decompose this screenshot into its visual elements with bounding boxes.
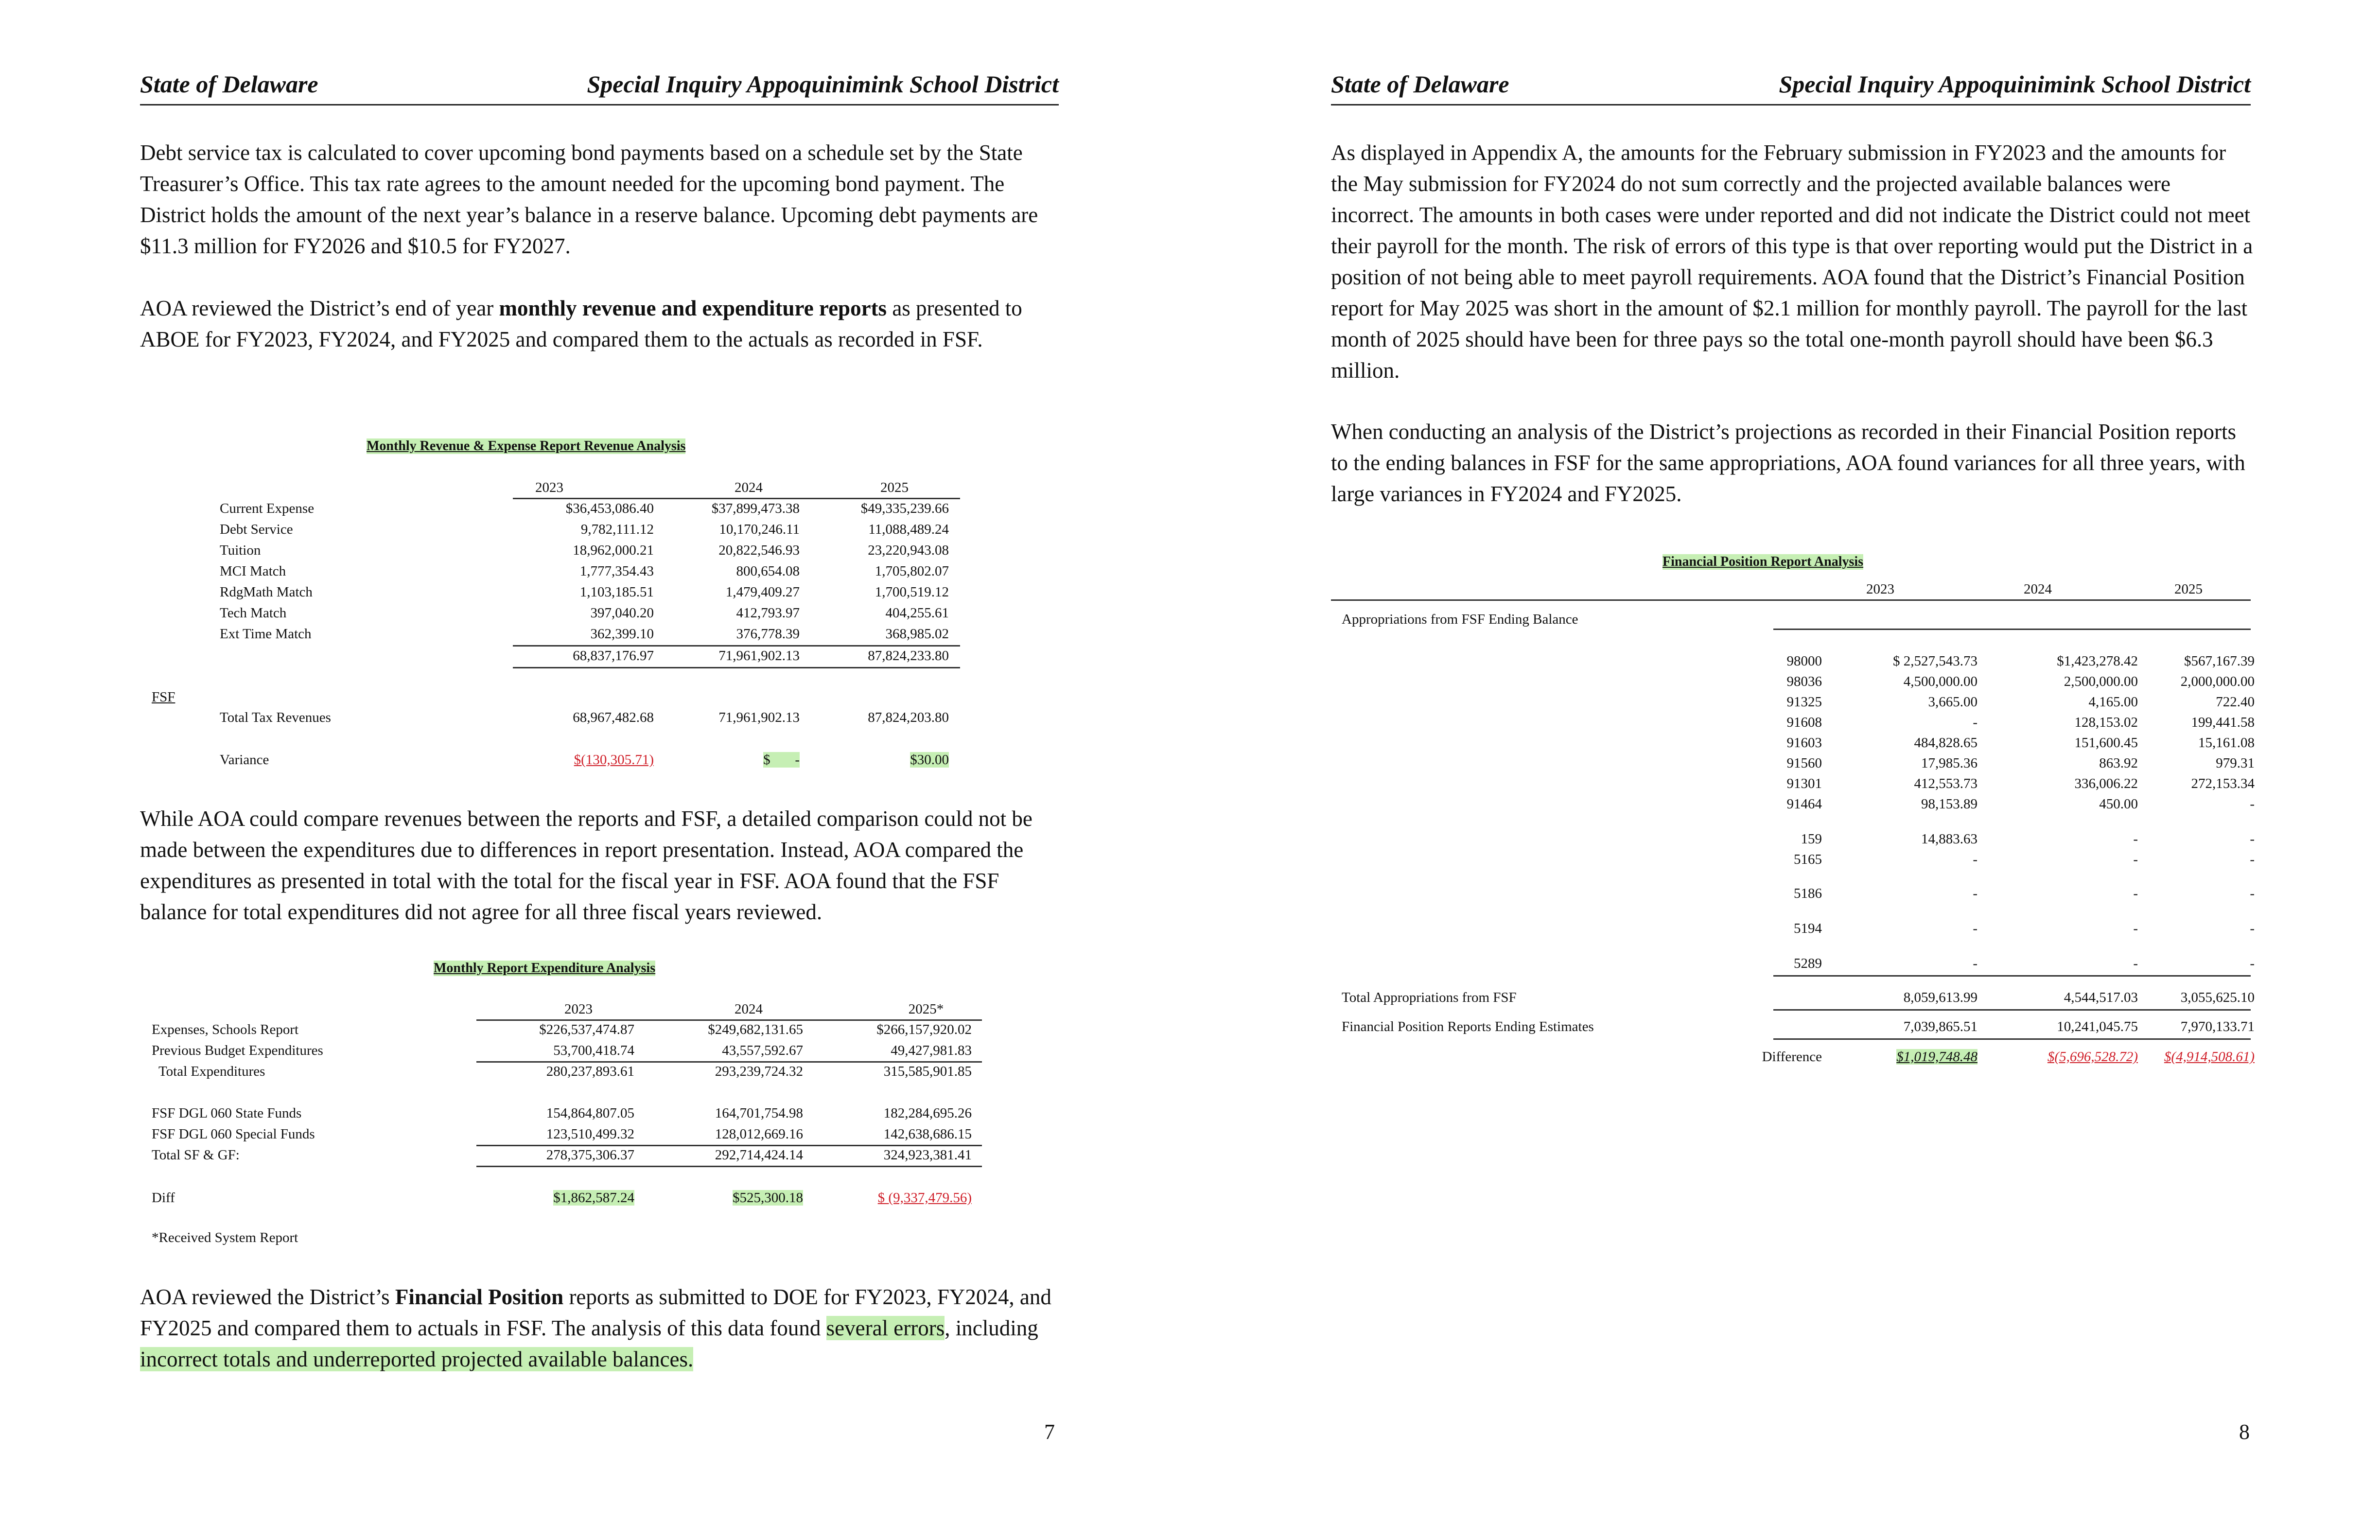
page-header — [140, 68, 1059, 105]
cell: $49,335,239.66 — [860, 501, 949, 516]
diff-value: $525,300.18 — [733, 1190, 803, 1206]
cell: 376,778.39 — [736, 626, 800, 642]
text-run: , including — [945, 1316, 1038, 1340]
page-number: 8 — [2239, 1420, 2250, 1444]
row-label: Tuition — [220, 542, 261, 558]
bold-run: Financial Position — [395, 1285, 564, 1309]
page-header — [1331, 68, 2251, 105]
row-code: 159 — [1801, 831, 1822, 847]
row-label: MCI Match — [220, 563, 286, 579]
paragraph-appendix: As displayed in Appendix A, the amounts for the February submission in FY2023 and the amounts for the May submission for FY2024 do not sum correctly and the projected available balances were incorrect. The amounts in both cases were under reported and did not indicate the District could not meet their payroll for the month. The risk of errors of this type is that over reporting would put the District in a position of not being able to meet payroll requirements. AOA found that the District’s Financial Position report for May 2025 was short in the amount of $2.1 million for monthly payroll. The payroll for the last month of 2025 should have been for three pays so the total one-month payroll should have been $6.3 million. — [1331, 140, 2253, 383]
cell: 2,500,000.00 — [2064, 674, 2138, 689]
cell: 71,961,902.13 — [718, 710, 800, 725]
cell: 14,883.63 — [1921, 831, 1978, 847]
cell: - — [1973, 852, 1978, 867]
cell: 142,638,686.15 — [883, 1126, 972, 1142]
text-run: AOA reviewed the District’s end of year — [140, 296, 499, 320]
difference-value: $(5,696,528.72) — [2047, 1049, 2138, 1065]
column-header: 2023 — [564, 1001, 593, 1017]
cell: 23,220,943.08 — [868, 542, 949, 558]
paragraph-expenditure-comparison: While AOA could compare revenues between the reports and FSF, a detailed comparison could not be made between the expenditures due to differences in report presentation. Instead, AOA compared the expenditures as presented in total with the total for the fiscal year in FSF. AOA found that the FSF balance for total expenditures did not agree for all three fiscal years reviewed. — [140, 806, 1032, 924]
cell: 292,714,424.14 — [715, 1147, 803, 1163]
paragraph-monthly-reports — [140, 293, 1064, 355]
cell: 87,824,233.80 — [868, 648, 949, 664]
row-label: Debt Service — [220, 522, 293, 537]
row-label: Total Expenditures — [152, 1064, 265, 1079]
diff-value: $1,862,587.24 — [553, 1190, 634, 1206]
cell — [2114, 1049, 2255, 1065]
position-table-title: Financial Position Report Analysis — [1662, 554, 1864, 569]
row-code: 5194 — [1794, 921, 1822, 936]
column-header: 2024 — [735, 1001, 763, 1017]
cell: 154,864,807.05 — [546, 1105, 634, 1121]
cell: 1,103,185.51 — [579, 584, 654, 600]
section-label: Appropriations from FSF Ending Balance — [1342, 612, 1578, 627]
cell: 412,553.73 — [1914, 776, 1978, 791]
cell: 484,828.65 — [1914, 735, 1978, 751]
cell: - — [2250, 796, 2255, 812]
row-label: FSF DGL 060 State Funds — [152, 1105, 302, 1121]
divider — [476, 1019, 982, 1021]
row-code: 5186 — [1794, 886, 1822, 901]
cell: $1,423,278.42 — [2057, 653, 2138, 669]
footnote: *Received System Report — [152, 1230, 298, 1245]
cell — [654, 752, 800, 768]
text-run: AOA reviewed the District’s — [140, 1285, 395, 1309]
cell: 9,782,111.12 — [580, 522, 654, 537]
cell: 3,665.00 — [1928, 694, 1978, 710]
cell: $567,167.39 — [2184, 653, 2255, 669]
row-label: Previous Budget Expenditures — [152, 1043, 323, 1058]
divider — [513, 498, 960, 499]
cell: 182,284,695.26 — [883, 1105, 972, 1121]
row-label: Variance — [220, 752, 269, 768]
cell: 18,962,000.21 — [573, 542, 654, 558]
row-code: 91464 — [1786, 796, 1822, 812]
row-label: Difference — [1762, 1049, 1822, 1065]
cell: 43,557,592.67 — [722, 1043, 803, 1058]
cell: 7,039,865.51 — [1903, 1019, 1978, 1034]
row-code: 98036 — [1786, 674, 1822, 689]
row-label: Tech Match — [220, 605, 287, 621]
cell: 362,399.10 — [590, 626, 654, 642]
row-code: 91603 — [1786, 735, 1822, 751]
cell — [803, 752, 949, 768]
cell: 293,239,724.32 — [715, 1064, 803, 1079]
text-run: reports as submitted to DOE for FY2023, FY2024, and FY2025 and compared them to actuals in FSF. The analysis of this data found — [140, 1285, 1051, 1340]
header-left: State of Delaware — [140, 70, 318, 98]
text-run: as presented to ABOE for FY2023, FY2024, and FY2025 and compared them to the actuals as recorded in FSF. — [140, 296, 1022, 351]
variance-value: $(130,305.71) — [574, 752, 654, 768]
cell: 20,822,546.93 — [718, 542, 800, 558]
cell: 10,170,246.11 — [719, 522, 800, 537]
cell: 1,700,519.12 — [875, 584, 949, 600]
cell: 404,255.61 — [885, 605, 949, 621]
divider — [1773, 629, 2251, 630]
header-left: State of Delaware — [1331, 70, 1509, 98]
cell: $226,537,474.87 — [539, 1022, 634, 1037]
cell: $266,157,920.02 — [876, 1022, 972, 1037]
cell — [823, 1190, 972, 1206]
difference-value: $1,019,748.48 — [1896, 1049, 1978, 1065]
cell: - — [1973, 921, 1978, 936]
cell: - — [2250, 831, 2255, 847]
cell: - — [1973, 956, 1978, 971]
highlight-run: incorrect totals and underreported projected available balances. — [140, 1347, 694, 1371]
fsf-label: FSF — [152, 689, 175, 705]
cell: 7,970,133.71 — [2180, 1019, 2255, 1034]
row-label: Ext Time Match — [220, 626, 312, 642]
cell: 450.00 — [2099, 796, 2138, 812]
row-code: 91608 — [1786, 715, 1822, 730]
cell: 128,012,669.16 — [715, 1126, 803, 1142]
cell: - — [1973, 715, 1978, 730]
cell: - — [2250, 886, 2255, 901]
column-header: 2025 — [880, 480, 909, 495]
row-code: 5165 — [1794, 852, 1822, 867]
divider — [476, 1166, 982, 1167]
cell: $ 2,527,543.73 — [1893, 653, 1978, 669]
difference-value: $(4,914,508.61) — [2164, 1049, 2255, 1065]
divider — [1773, 1038, 2251, 1040]
cell: 4,500,000.00 — [1903, 674, 1978, 689]
divider — [1773, 1009, 2251, 1011]
cell: 863.92 — [2099, 755, 2138, 771]
cell: 68,837,176.97 — [573, 648, 654, 664]
cell: 1,777,354.43 — [579, 563, 654, 579]
variance-value: $ - — [763, 752, 800, 768]
column-header: 2023 — [535, 480, 563, 495]
page-8 — [1190, 0, 2380, 1540]
cell: - — [2250, 852, 2255, 867]
cell: $36,453,086.40 — [565, 501, 654, 516]
cell: - — [1973, 886, 1978, 901]
cell: 722.40 — [2216, 694, 2255, 710]
cell: - — [2250, 956, 2255, 971]
divider — [476, 1145, 982, 1146]
cell: 68,967,482.68 — [573, 710, 654, 725]
cell: 15,161.08 — [2198, 735, 2255, 751]
cell: 8,059,613.99 — [1903, 990, 1978, 1005]
cell: 979.31 — [2216, 755, 2255, 771]
cell — [1837, 1049, 1978, 1065]
row-label: Total SF & GF: — [152, 1147, 240, 1163]
cell: $249,682,131.65 — [708, 1022, 803, 1037]
column-header: 2024 — [2024, 581, 2052, 597]
cell: - — [2133, 886, 2138, 901]
cell: 49,427,981.83 — [891, 1043, 972, 1058]
row-label: Expenses, Schools Report — [152, 1022, 299, 1037]
cell: 98,153.89 — [1921, 796, 1978, 812]
cell: 324,923,381.41 — [883, 1147, 972, 1163]
cell: - — [2250, 921, 2255, 936]
column-header: 2023 — [1866, 581, 1894, 597]
cell: 397,040.20 — [590, 605, 654, 621]
cell: 123,510,499.32 — [546, 1126, 634, 1142]
paragraph-projections: When conducting an analysis of the District’s projections as recorded in their Financial Position reports to the ending balances in FSF for the same appropriations, AOA found variances for all three years, with large variances in FY2024 and FY2025. — [1331, 420, 2245, 506]
column-header: 2025* — [908, 1001, 944, 1017]
row-label: Total Tax Revenues — [220, 710, 331, 725]
expenditure-table-title: Monthly Report Expenditure Analysis — [434, 961, 656, 976]
cell: - — [2133, 921, 2138, 936]
cell: 17,985.36 — [1921, 755, 1978, 771]
cell — [486, 1190, 634, 1206]
cell: 199,441.58 — [2191, 715, 2255, 730]
cell: 272,153.34 — [2191, 776, 2255, 791]
row-label: Total Appropriations from FSF — [1342, 990, 1517, 1005]
cell: 280,237,893.61 — [546, 1064, 634, 1079]
cell: 1,479,409.27 — [725, 584, 800, 600]
divider — [513, 667, 960, 668]
row-label: Financial Position Reports Ending Estimates — [1342, 1019, 1594, 1034]
cell: 315,585,901.85 — [883, 1064, 972, 1079]
cell: 336,006.22 — [2074, 776, 2138, 791]
cell: 278,375,306.37 — [546, 1147, 634, 1163]
cell: 3,055,625.10 — [2180, 990, 2255, 1005]
cell: - — [2133, 956, 2138, 971]
column-header: 2024 — [735, 480, 763, 495]
cell: 4,544,517.03 — [2064, 990, 2138, 1005]
cell: - — [2133, 852, 2138, 867]
row-code: 98000 — [1786, 653, 1822, 669]
header-right: Special Inquiry Appoquinimink School District — [1779, 70, 2251, 98]
diff-value: $ (9,337,479.56) — [877, 1190, 972, 1206]
row-label: FSF DGL 060 Special Funds — [152, 1126, 315, 1142]
cell — [508, 752, 654, 768]
cell: - — [2133, 831, 2138, 847]
cell: 53,700,418.74 — [553, 1043, 634, 1058]
cell: 2,000,000.00 — [2180, 674, 2255, 689]
cell: 11,088,489.24 — [868, 522, 949, 537]
row-code: 5289 — [1794, 956, 1822, 971]
row-label: Diff — [152, 1190, 175, 1206]
cell: 800,654.08 — [736, 563, 800, 579]
divider — [513, 645, 960, 647]
variance-value: $30.00 — [910, 752, 949, 768]
cell: 128,153.02 — [2074, 715, 2138, 730]
revenue-table-title: Monthly Revenue & Expense Report Revenue Analysis — [367, 438, 686, 454]
cell: 164,701,754.98 — [715, 1105, 803, 1121]
cell: 87,824,203.80 — [868, 710, 949, 725]
cell: 10,241,045.75 — [2057, 1019, 2138, 1034]
row-code: 91560 — [1786, 755, 1822, 771]
divider — [1773, 975, 2251, 977]
row-label: RdgMath Match — [220, 584, 313, 600]
bold-run: monthly revenue and expenditure reports — [499, 296, 887, 320]
cell: 368,985.02 — [885, 626, 949, 642]
column-header: 2025 — [2174, 581, 2203, 597]
divider — [1331, 599, 2251, 601]
cell: 4,165.00 — [2088, 694, 2138, 710]
cell: 1,705,802.07 — [875, 563, 949, 579]
cell — [655, 1190, 803, 1206]
highlight-run: several errors — [826, 1316, 945, 1340]
header-right: Special Inquiry Appoquinimink School District — [587, 70, 1059, 98]
divider — [476, 1061, 982, 1063]
cell: $37,899,473.38 — [711, 501, 800, 516]
cell: 412,793.97 — [736, 605, 800, 621]
row-code: 91301 — [1786, 776, 1822, 791]
paragraph-debt-service: Debt service tax is calculated to cover upcoming bond payments based on a schedule set by the State Treasurer’s Office. This tax rate agrees to the amount needed for the upcoming bond payment. The District holds the amount of the next year’s balance in a reserve balance. Upcoming debt payments are $11.3 million for FY2026 and $10.5 for FY2027. — [140, 140, 1038, 258]
paragraph-financial-position — [140, 1281, 1064, 1375]
cell: 151,600.45 — [2074, 735, 2138, 751]
page-number: 7 — [1044, 1420, 1055, 1444]
cell: 71,961,902.13 — [718, 648, 800, 664]
row-code: 91325 — [1786, 694, 1822, 710]
row-label: Current Expense — [220, 501, 315, 516]
